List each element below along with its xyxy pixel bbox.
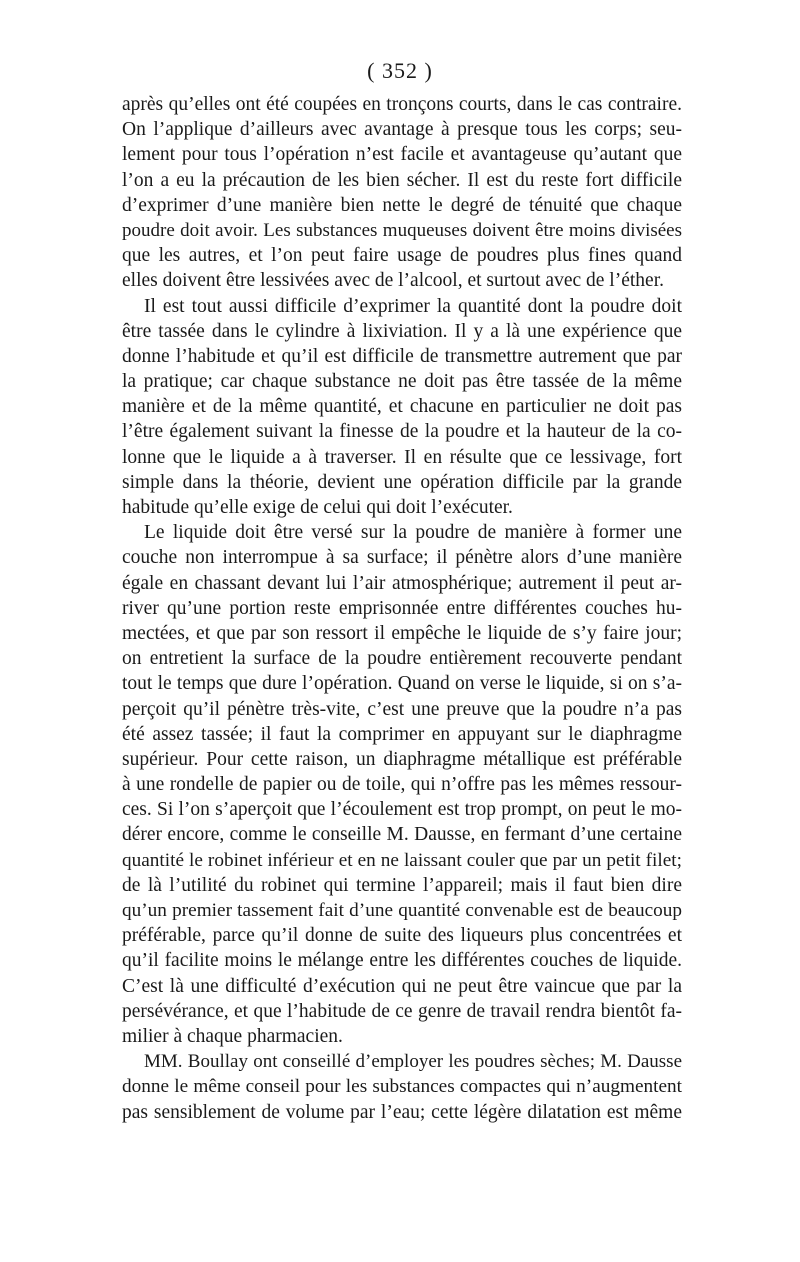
text-line: d’exprimer d’une manière bien nette le degré de ténuité que chaque <box>122 194 682 216</box>
text-line: ces. Si l’on s’aperçoit que l’écoulement est trop prompt, on peut le mo- <box>122 799 682 821</box>
text-line: l’être également suivant la finesse de la poudre et la hauteur de la co- <box>122 421 682 443</box>
text-line: préférable, parce qu’il donne de suite des liqueurs plus concentrées et <box>122 925 682 947</box>
text-line: la pratique; car chaque substance ne doit pas être tassée de la même <box>122 371 682 393</box>
text-line: Il est tout aussi difficile d’exprimer la quantité dont la poudre doit <box>144 295 682 317</box>
text-line: supérieur. Pour cette raison, un diaphragme métallique est préférable <box>122 748 682 770</box>
text-line: persévérance, et que l’habitude de ce genre de travail rendra bientôt fa- <box>122 1000 682 1022</box>
body-text <box>122 92 682 1125</box>
text-line: MM. Boullay ont conseillé d’employer les poudres sèches; M. Dausse <box>144 1051 682 1073</box>
text-line: manière et de la même quantité, et chacune en particulier ne doit pas <box>122 396 682 418</box>
text-line: à une rondelle de papier ou de toile, qui n’offre pas les mêmes ressour- <box>122 774 682 796</box>
text-line: dérer encore, comme le conseille M. Dausse, en fermant d’une certaine <box>122 824 682 846</box>
text-line: habitude qu’elle exige de celui qui doit l’exécuter. <box>122 497 513 518</box>
text-line: de là l’utilité du robinet qui termine l’appareil; mais il faut bien dire <box>122 874 682 896</box>
text-line: que les autres, et l’on peut faire usage de poudres plus fines quand <box>122 245 682 267</box>
text-line: égale en chassant devant lui l’air atmosphérique; autrement il peut ar- <box>122 572 682 594</box>
text-line: poudre doit avoir. Les substances muqueuses doivent être moins divisées <box>122 219 682 241</box>
text-line: donne le même conseil pour les substances compactes qui n’augmentent <box>122 1076 682 1098</box>
text-line: tout le temps que dure l’opération. Quand on verse le liquide, si on s’a- <box>122 673 682 695</box>
text-line: été assez tassée; il faut la comprimer en appuyant sur le diaphragme <box>122 723 682 745</box>
text-line: être tassée dans le cylindre à lixiviation. Il y a là une expérience que <box>122 320 682 342</box>
text-line: pas sensiblement de volume par l’eau; cette légère dilatation est même <box>122 1101 682 1123</box>
text-line: Le liquide doit être versé sur la poudre de manière à former une <box>144 522 682 544</box>
text-line: après qu’elles ont été coupées en tronçons courts, dans le cas contraire. <box>122 94 682 115</box>
text-line: simple dans la théorie, devient une opération difficile par la grande <box>122 471 682 493</box>
text-line: river qu’une portion reste emprisonnée entre différentes couches hu- <box>122 597 682 619</box>
text-line: donne l’habitude et qu’il est difficile de transmettre autrement que par <box>122 345 682 367</box>
text-line: On l’applique d’ailleurs avec avantage à presque tous les corps; seu- <box>122 119 682 141</box>
page-number: ( 352 ) <box>367 58 433 83</box>
text-line: milier à chaque pharmacien. <box>122 1025 343 1047</box>
text-line: lonne que le liquide a à traverser. Il en résulte que ce lessivage, fort <box>122 446 682 468</box>
text-line: perçoit qu’il pénètre très-vite, c’est une preuve que la poudre n’a pas <box>122 698 682 720</box>
text-line: elles doivent être lessivées avec de l’alcool, et surtout avec de l’éther. <box>122 270 664 292</box>
text-line: lement pour tous l’opération n’est facile et avantageuse qu’autant que <box>122 144 682 166</box>
text-line: qu’il facilite moins le mélange entre les différentes couches de liquide. <box>122 950 682 972</box>
text-line: on entretient la surface de la poudre entièrement recouverte pendant <box>122 648 682 670</box>
text-line: qu’un premier tassement fait d’une quantité convenable est de beaucoup <box>122 900 682 921</box>
text-line: couche non interrompue à sa surface; il pénètre alors d’une manière <box>122 547 682 569</box>
text-line: l’on a eu la précaution de les bien sécher. Il est du reste fort difficile <box>122 169 682 191</box>
text-line: quantité le robinet inférieur et en ne laissant couler que par un petit filet; <box>122 849 682 871</box>
text-line: mectées, et que par son ressort il empêche le liquide de s’y faire jour; <box>122 622 682 644</box>
text-line: C’est là une difficulté d’exécution qui ne peut être vaincue que par la <box>122 975 682 997</box>
